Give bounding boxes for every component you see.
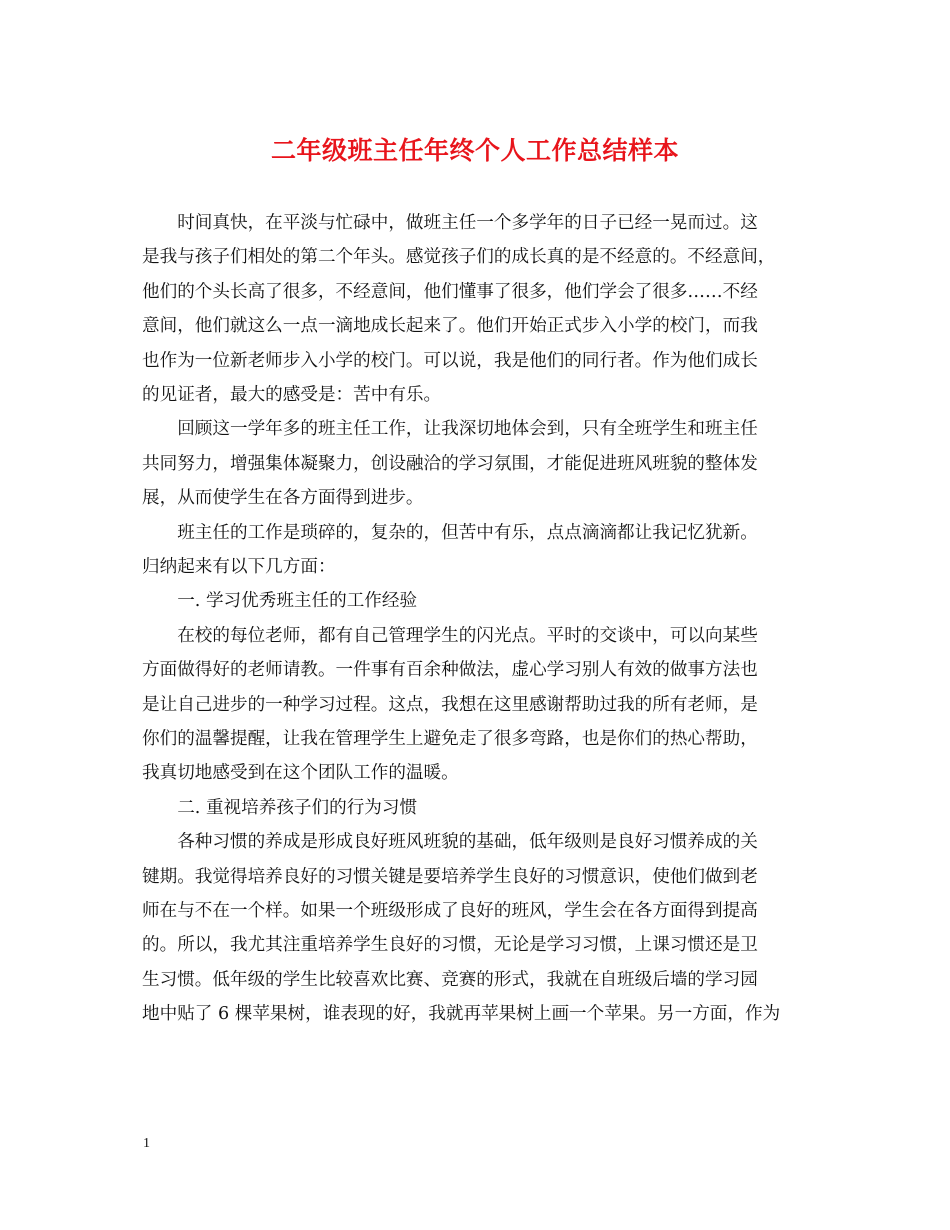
body-text-line: 生习惯。低年级的学生比较喜欢比赛、竞赛的形式，我就在自班级后墙的学习园 [142, 969, 758, 990]
body-text-line: 的。所以，我尤其注重培养学生良好的习惯，无论是学习习惯，上课习惯还是卫 [142, 935, 758, 956]
body-text-line: 的见证者，最大的感受是：苦中有乐。 [142, 385, 442, 405]
body-text-line: 地中贴了 6 棵苹果树，谁表现的好，我就再苹果树上画一个苹果。另一方面，作为 [142, 1004, 781, 1025]
body-text-line: 二. 重视培养孩子们的行为习惯 [142, 797, 418, 818]
body-text-line: 在校的每位老师，都有自己管理学生的闪光点。平时的交谈中，可以向某些 [142, 625, 758, 646]
body-text-line: 共同努力，增强集体凝聚力，创设融洽的学习氛围，才能促进班风班貌的整体发 [142, 453, 758, 474]
body-text-line: 意间，他们就这么一点一滴地成长起来了。他们开始正式步入小学的校门，而我 [142, 316, 758, 337]
body-text-line: 是我与孩子们相处的第二个年头。感觉孩子们的成长真的是不经意的。不经意间， [142, 247, 776, 268]
body-text-line: 是让自己进步的一种学习过程。这点，我想在这里感谢帮助过我的所有老师，是 [142, 694, 758, 715]
body-text-line: 方面做得好的老师请教。一件事有百余种做法，虚心学习别人有效的做事方法也 [142, 660, 758, 681]
body-text-line: 你们的温馨提醒，让我在管理学生上避免走了很多弯路，也是你们的热心帮助， [142, 729, 758, 749]
body-text-line: 回顾这一学年多的班主任工作，让我深切地体会到，只有全班学生和班主任 [142, 419, 758, 440]
body-text-line: 师在与不在一个样。如果一个班级形成了良好的班风，学生会在各方面得到提高 [142, 901, 758, 921]
body-text-line: 键期。我觉得培养良好的习惯关键是要培养学生良好的习惯意识，使他们做到老 [142, 866, 758, 887]
body-text-line: 时间真快，在平淡与忙碌中，做班主任一个多学年的日子已经一晃而过。这 [142, 213, 758, 233]
body-text-line: 各种习惯的养成是形成良好班风班貌的基础，低年级则是良好习惯养成的关 [142, 832, 758, 853]
body-text-line: 一. 学习优秀班主任的工作经验 [142, 591, 418, 612]
body-text-line: 展，从而使学生在各方面得到进步。 [142, 488, 424, 509]
body-text-line: 他们的个头长高了很多，不经意间，他们懂事了很多，他们学会了很多……不经 [142, 281, 758, 302]
body-text-line: 也作为一位新老师步入小学的校门。可以说，我是他们的同行者。作为他们成长 [142, 350, 758, 371]
body-text-line: 归纳起来有以下几方面： [142, 557, 336, 577]
body-text-line: 班主任的工作是琐碎的，复杂的，但苦中有乐，点点滴滴都让我记忆犹新。 [142, 522, 758, 543]
document-title: 二年级班主任年终个人工作总结样本 [270, 136, 679, 165]
body-text-line: 我真切地感受到在这个团队工作的温暖。 [142, 763, 459, 784]
page-number: 1 [143, 1136, 150, 1151]
